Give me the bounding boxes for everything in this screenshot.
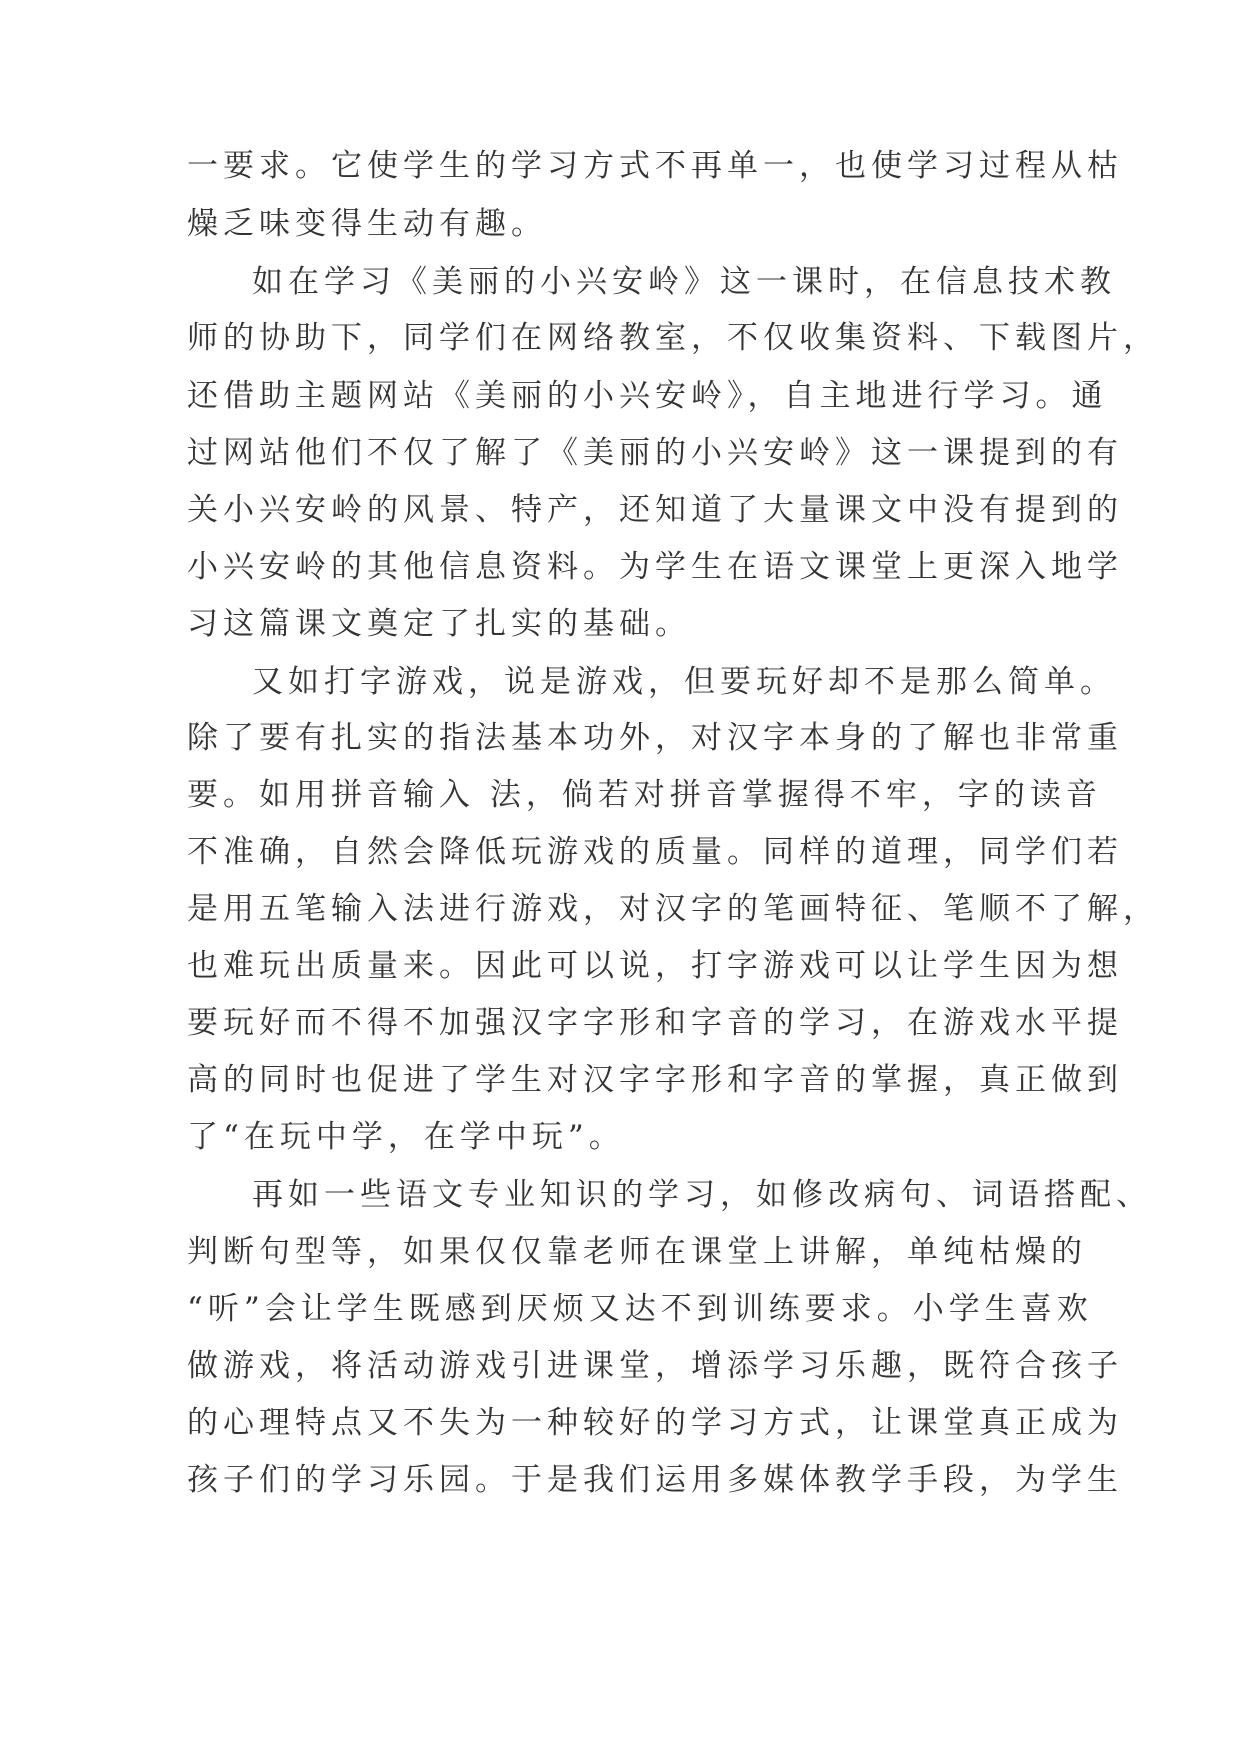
text-line-23: 的心理特点又不失为一种较好的学习方式，让课堂真正成为	[187, 1405, 1123, 1441]
text-line-1: 一要求。它使学生的学习方式不再单一，也使学习过程从枯	[187, 148, 1123, 184]
text-line-19: 再如一些语文专业知识的学习，如修改病句、词语搭配、	[252, 1177, 1152, 1213]
text-line-12: 要。如用拼音输入 法，倘若对拼音掌握得不牢，字的读音	[187, 777, 1102, 813]
text-line-13: 不准确，自然会降低玩游戏的质量。同样的道理，同学们若	[187, 834, 1123, 870]
text-line-9: 习这篇课文奠定了扎实的基础。	[187, 606, 691, 642]
text-line-2: 燥乏味变得生动有趣。	[187, 206, 547, 242]
text-line-20: 判断句型等，如果仅仅靠老师在课堂上讲解，单纯枯燥的	[187, 1234, 1087, 1270]
text-line-10: 又如打字游戏，说是游戏，但要玩好却不是那么简单。	[252, 664, 1116, 700]
text-line-11: 除了要有扎实的指法基本功外，对汉字本身的了解也非常重	[187, 720, 1123, 756]
text-line-5: 还借助主题网站《美丽的小兴安岭》，自主地进行学习。通	[187, 378, 1108, 414]
text-line-21: “听”会让学生既感到厌烦又达不到训练要求。小学生喜欢	[187, 1291, 1093, 1327]
text-line-6: 过网站他们不仅了解了《美丽的小兴安岭》这一课提到的有	[187, 435, 1123, 471]
text-line-16: 要玩好而不得不加强汉字字形和字音的学习，在游戏水平提	[187, 1005, 1123, 1041]
text-line-3: 如在学习《美丽的小兴安岭》这一课时，在信息技术教	[252, 264, 1116, 300]
text-line-14: 是用五笔输入法进行游戏，对汉字的笔画特征、笔顺不了解，	[187, 891, 1159, 927]
text-line-22: 做游戏，将活动游戏引进课堂，增添学习乐趣，既符合孩子	[187, 1348, 1123, 1384]
text-line-15: 也难玩出质量来。因此可以说，打字游戏可以让学生因为想	[187, 948, 1123, 984]
text-line-8: 小兴安岭的其他信息资料。为学生在语文课堂上更深入地学	[187, 549, 1123, 585]
text-line-4: 师的协助下，同学们在网络教室，不仅收集资料、下载图片，	[187, 320, 1159, 356]
text-line-18: 了“在玩中学，在学中玩”。	[187, 1119, 625, 1155]
text-line-24: 孩子们的学习乐园。于是我们运用多媒体教学手段，为学生	[187, 1462, 1123, 1498]
text-line-17: 高的同时也促进了学生对汉字字形和字音的掌握，真正做到	[187, 1062, 1123, 1098]
text-line-7: 关小兴安岭的风景、特产，还知道了大量课文中没有提到的	[187, 492, 1123, 528]
